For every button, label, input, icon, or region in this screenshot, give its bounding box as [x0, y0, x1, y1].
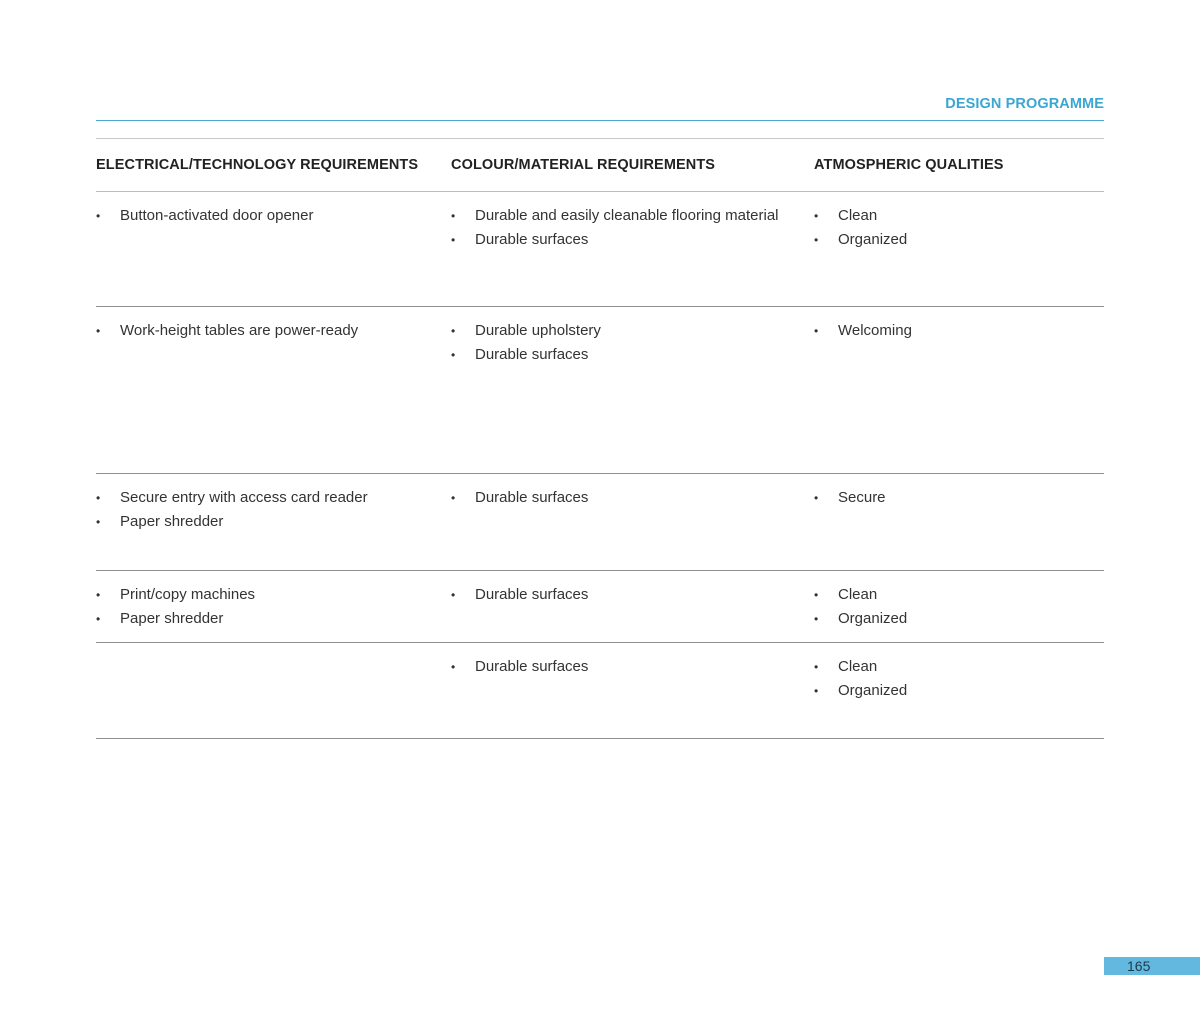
- column-header-atmosphere: ATMOSPHERIC QUALITIES: [814, 157, 1004, 173]
- list-item: • Print/copy machines: [96, 583, 431, 607]
- list-item: • Organized: [814, 228, 1084, 252]
- list-item: • Secure: [814, 486, 1084, 510]
- list-item: • Clean: [814, 204, 1084, 228]
- list-item: • Durable surfaces: [451, 228, 794, 252]
- list-item: • Clean: [814, 655, 1084, 679]
- electrical-cell: [96, 486, 451, 570]
- table-row: [96, 643, 1104, 739]
- column-header-electrical: ELECTRICAL/TECHNOLOGY REQUIREMENTS: [96, 157, 419, 173]
- list-item: • Durable surfaces: [451, 486, 794, 510]
- list-item: • Secure entry with access card reader: [96, 486, 431, 510]
- colour-cell: [451, 655, 814, 738]
- list-item: • Organized: [814, 607, 1084, 631]
- atmosphere-cell: [814, 319, 1104, 473]
- colour-cell: [451, 486, 814, 570]
- list-item: • Durable surfaces: [451, 343, 794, 367]
- electrical-cell: [96, 583, 451, 642]
- table-header: [96, 139, 1104, 192]
- page-number: 165: [1104, 957, 1200, 975]
- list-item: • Durable upholstery: [451, 319, 794, 343]
- table-row: [96, 192, 1104, 307]
- atmosphere-cell: [814, 583, 1104, 642]
- list-item: • Welcoming: [814, 319, 1084, 343]
- requirements-table: [96, 138, 1104, 739]
- atmosphere-cell: [814, 204, 1104, 306]
- list-item: • Button-activated door opener: [96, 204, 431, 228]
- list-item: • Paper shredder: [96, 510, 431, 534]
- list-item: • Durable surfaces: [451, 583, 794, 607]
- atmosphere-cell: [814, 655, 1104, 738]
- list-item: • Clean: [814, 583, 1084, 607]
- table-row: [96, 307, 1104, 474]
- electrical-cell: [96, 655, 451, 738]
- section-title: DESIGN PROGRAMME: [945, 96, 1104, 112]
- table-row: [96, 571, 1104, 643]
- list-item: • Work-height tables are power-ready: [96, 319, 431, 343]
- electrical-cell: [96, 204, 451, 306]
- electrical-cell: [96, 319, 451, 473]
- atmosphere-cell: [814, 486, 1104, 570]
- colour-cell: [451, 319, 814, 473]
- list-item: • Organized: [814, 679, 1084, 703]
- list-item: • Durable surfaces: [451, 655, 794, 679]
- column-header-colour: COLOUR/MATERIAL REQUIREMENTS: [451, 157, 716, 173]
- list-item: • Paper shredder: [96, 607, 431, 631]
- list-item: • Durable and easily cleanable flooring material: [451, 204, 794, 228]
- colour-cell: [451, 583, 814, 642]
- colour-cell: [451, 204, 814, 306]
- header-divider: [96, 120, 1104, 121]
- table-row: [96, 474, 1104, 571]
